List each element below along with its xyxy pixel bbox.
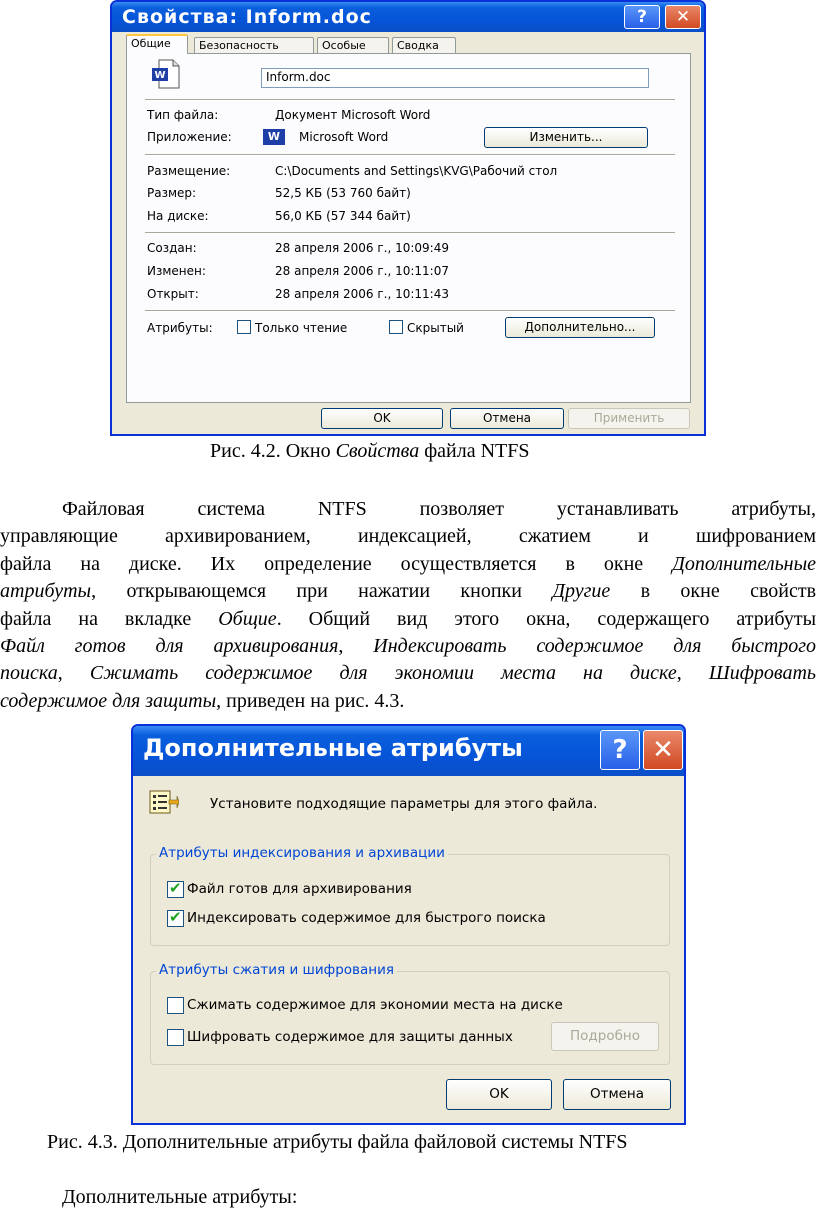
compress-label: Сжимать содержимое для экономии места на диске (187, 997, 563, 1013)
ok-button[interactable]: OK (321, 408, 443, 429)
attributes-list-icon (149, 788, 179, 816)
paragraph-italic-text: Индексировать содержимое для быстрого (373, 634, 816, 657)
caption-italic-text: Свойства (335, 440, 420, 462)
size-value: 52,5 КБ (53 760 байт) (275, 186, 411, 200)
size-on-disk-value: 56,0 КБ (57 344 байт) (275, 209, 411, 223)
figure-caption-4-3: Рис. 4.3. Дополнительные атрибуты файла файловой системы NTFS (47, 1131, 628, 1153)
filename-field[interactable]: Inform.doc (261, 68, 649, 88)
paragraph-text: , открывающемся при нажатии кнопки (91, 580, 522, 603)
paragraph-line (0, 551, 816, 578)
paragraph-italic-text: Шифровать (708, 662, 816, 685)
tab-custom[interactable]: Особые (317, 37, 389, 53)
ok-button[interactable]: OK (446, 1079, 552, 1110)
separator (145, 154, 675, 156)
cancel-button[interactable]: Отмена (450, 408, 564, 429)
tab-general[interactable]: Общие (126, 34, 188, 54)
created-value: 28 апреля 2006 г., 10:09:49 (275, 241, 449, 255)
modified-label: Изменен: (147, 264, 206, 278)
created-label: Создан: (147, 241, 197, 255)
readonly-checkbox[interactable] (237, 320, 251, 334)
properties-window (110, 0, 706, 436)
application-value: Microsoft Word (299, 130, 389, 144)
paragraph-text: , (57, 662, 63, 685)
caption-text: Рис. 4.2. Окно (210, 440, 336, 462)
properties-titlebar (112, 2, 704, 32)
svg-text:W: W (154, 70, 166, 81)
archive-label: Файл готов для архивирования (187, 881, 412, 897)
help-button[interactable]: ? (624, 5, 660, 29)
paragraph-line: управляющие архивированием, индексацией, сжатием и шифрованием (0, 525, 816, 548)
paragraph-italic-text: атрибуты (0, 580, 92, 603)
paragraph-line (0, 606, 816, 633)
paragraph-text: , (676, 662, 682, 685)
paragraph-italic-text: Общие (218, 607, 277, 630)
advanced-button[interactable]: Дополнительно... (505, 317, 655, 338)
compression-encryption-legend: Атрибуты сжатия и шифрования (156, 962, 397, 978)
compress-checkbox[interactable] (167, 997, 184, 1014)
paragraph-text: . Общий вид этого окна, содержащего атрибуты (276, 607, 816, 630)
accessed-label: Открыт: (147, 287, 199, 301)
advanced-attributes-title: Дополнительные атрибуты (143, 734, 523, 762)
index-label: Индексировать содержимое для быстрого поиска (187, 910, 546, 926)
paragraph-line (0, 660, 816, 687)
paragraph-line (0, 578, 816, 605)
caption-text: файла NTFS (419, 440, 530, 462)
paragraph-line (0, 633, 816, 660)
instruction-text: Установите подходящие параметры для этого файла. (210, 796, 598, 812)
index-checkbox[interactable] (167, 910, 184, 927)
paragraph-text: файла на вкладке (0, 607, 192, 630)
closing-line: Дополнительные атрибуты: (62, 1186, 298, 1208)
location-label: Размещение: (147, 164, 231, 178)
paragraph-line: Файловая система NTFS позволяет устанавливать атрибуты, (62, 498, 816, 520)
attributes-label: Атрибуты: (147, 321, 213, 335)
paragraph-text: приведен на рис. 4.3. (221, 689, 405, 712)
paragraph-italic-text: Другие (552, 580, 611, 603)
word-document-icon (151, 59, 181, 89)
encrypt-checkbox[interactable] (167, 1029, 184, 1046)
advanced-attributes-titlebar (133, 726, 684, 776)
archive-checkbox[interactable] (167, 881, 184, 898)
separator (145, 99, 675, 101)
tab-security[interactable]: Безопасность (194, 37, 314, 53)
change-button[interactable]: Изменить... (484, 127, 648, 148)
cancel-button[interactable]: Отмена (563, 1079, 671, 1110)
figure-caption-4-2 (210, 440, 530, 463)
apply-button[interactable]: Применить (568, 408, 690, 429)
paragraph-italic-text: поиска (0, 662, 58, 685)
paragraph-text: файла на диске. Их определение осуществляется в окне (0, 552, 644, 575)
paragraph-text: , (338, 634, 344, 657)
paragraph-italic-text: Файл готов для архивирования (0, 634, 339, 657)
size-on-disk-label: На диске: (147, 209, 209, 223)
help-button[interactable]: ? (600, 730, 640, 770)
close-button[interactable]: ✕ (665, 5, 701, 29)
word-app-icon: W (263, 129, 285, 145)
modified-value: 28 апреля 2006 г., 10:11:07 (275, 264, 449, 278)
check-mark-icon: ✔ (169, 908, 182, 926)
encrypt-label: Шифровать содержимое для защиты данных (187, 1029, 513, 1045)
separator (145, 232, 675, 234)
paragraph-italic-text: содержимое для защиты, (0, 689, 222, 712)
indexing-archive-legend: Атрибуты индексирования и архивации (156, 845, 448, 861)
general-tab-panel (126, 53, 691, 403)
indexing-archive-group (150, 854, 670, 946)
paragraph-line (0, 688, 816, 715)
check-mark-icon: ✔ (169, 879, 182, 897)
hidden-checkbox[interactable] (389, 320, 403, 334)
accessed-value: 28 апреля 2006 г., 10:11:43 (275, 287, 449, 301)
advanced-attributes-window (131, 724, 686, 1125)
body-paragraph (0, 496, 816, 715)
paragraph-text: в окне свойств (640, 580, 816, 603)
hidden-label: Скрытый (407, 321, 464, 335)
application-label: Приложение: (147, 130, 232, 144)
paragraph-italic-text: Дополнительные (672, 552, 816, 575)
file-type-label: Тип файла: (147, 108, 219, 122)
tab-summary[interactable]: Сводка (392, 37, 456, 53)
details-button[interactable]: Подробно (551, 1022, 659, 1051)
file-type-value: Документ Microsoft Word (275, 108, 431, 122)
paragraph-italic-text: Сжимать содержимое для экономии места на диске (89, 662, 677, 685)
properties-window-title: Свойства: Inform.doc (122, 6, 372, 28)
size-label: Размер: (147, 186, 197, 200)
location-value: C:\Documents and Settings\KVG\Рабочий стол (275, 164, 558, 178)
close-button[interactable]: ✕ (643, 730, 683, 770)
separator (145, 310, 675, 312)
readonly-label: Только чтение (255, 321, 348, 335)
